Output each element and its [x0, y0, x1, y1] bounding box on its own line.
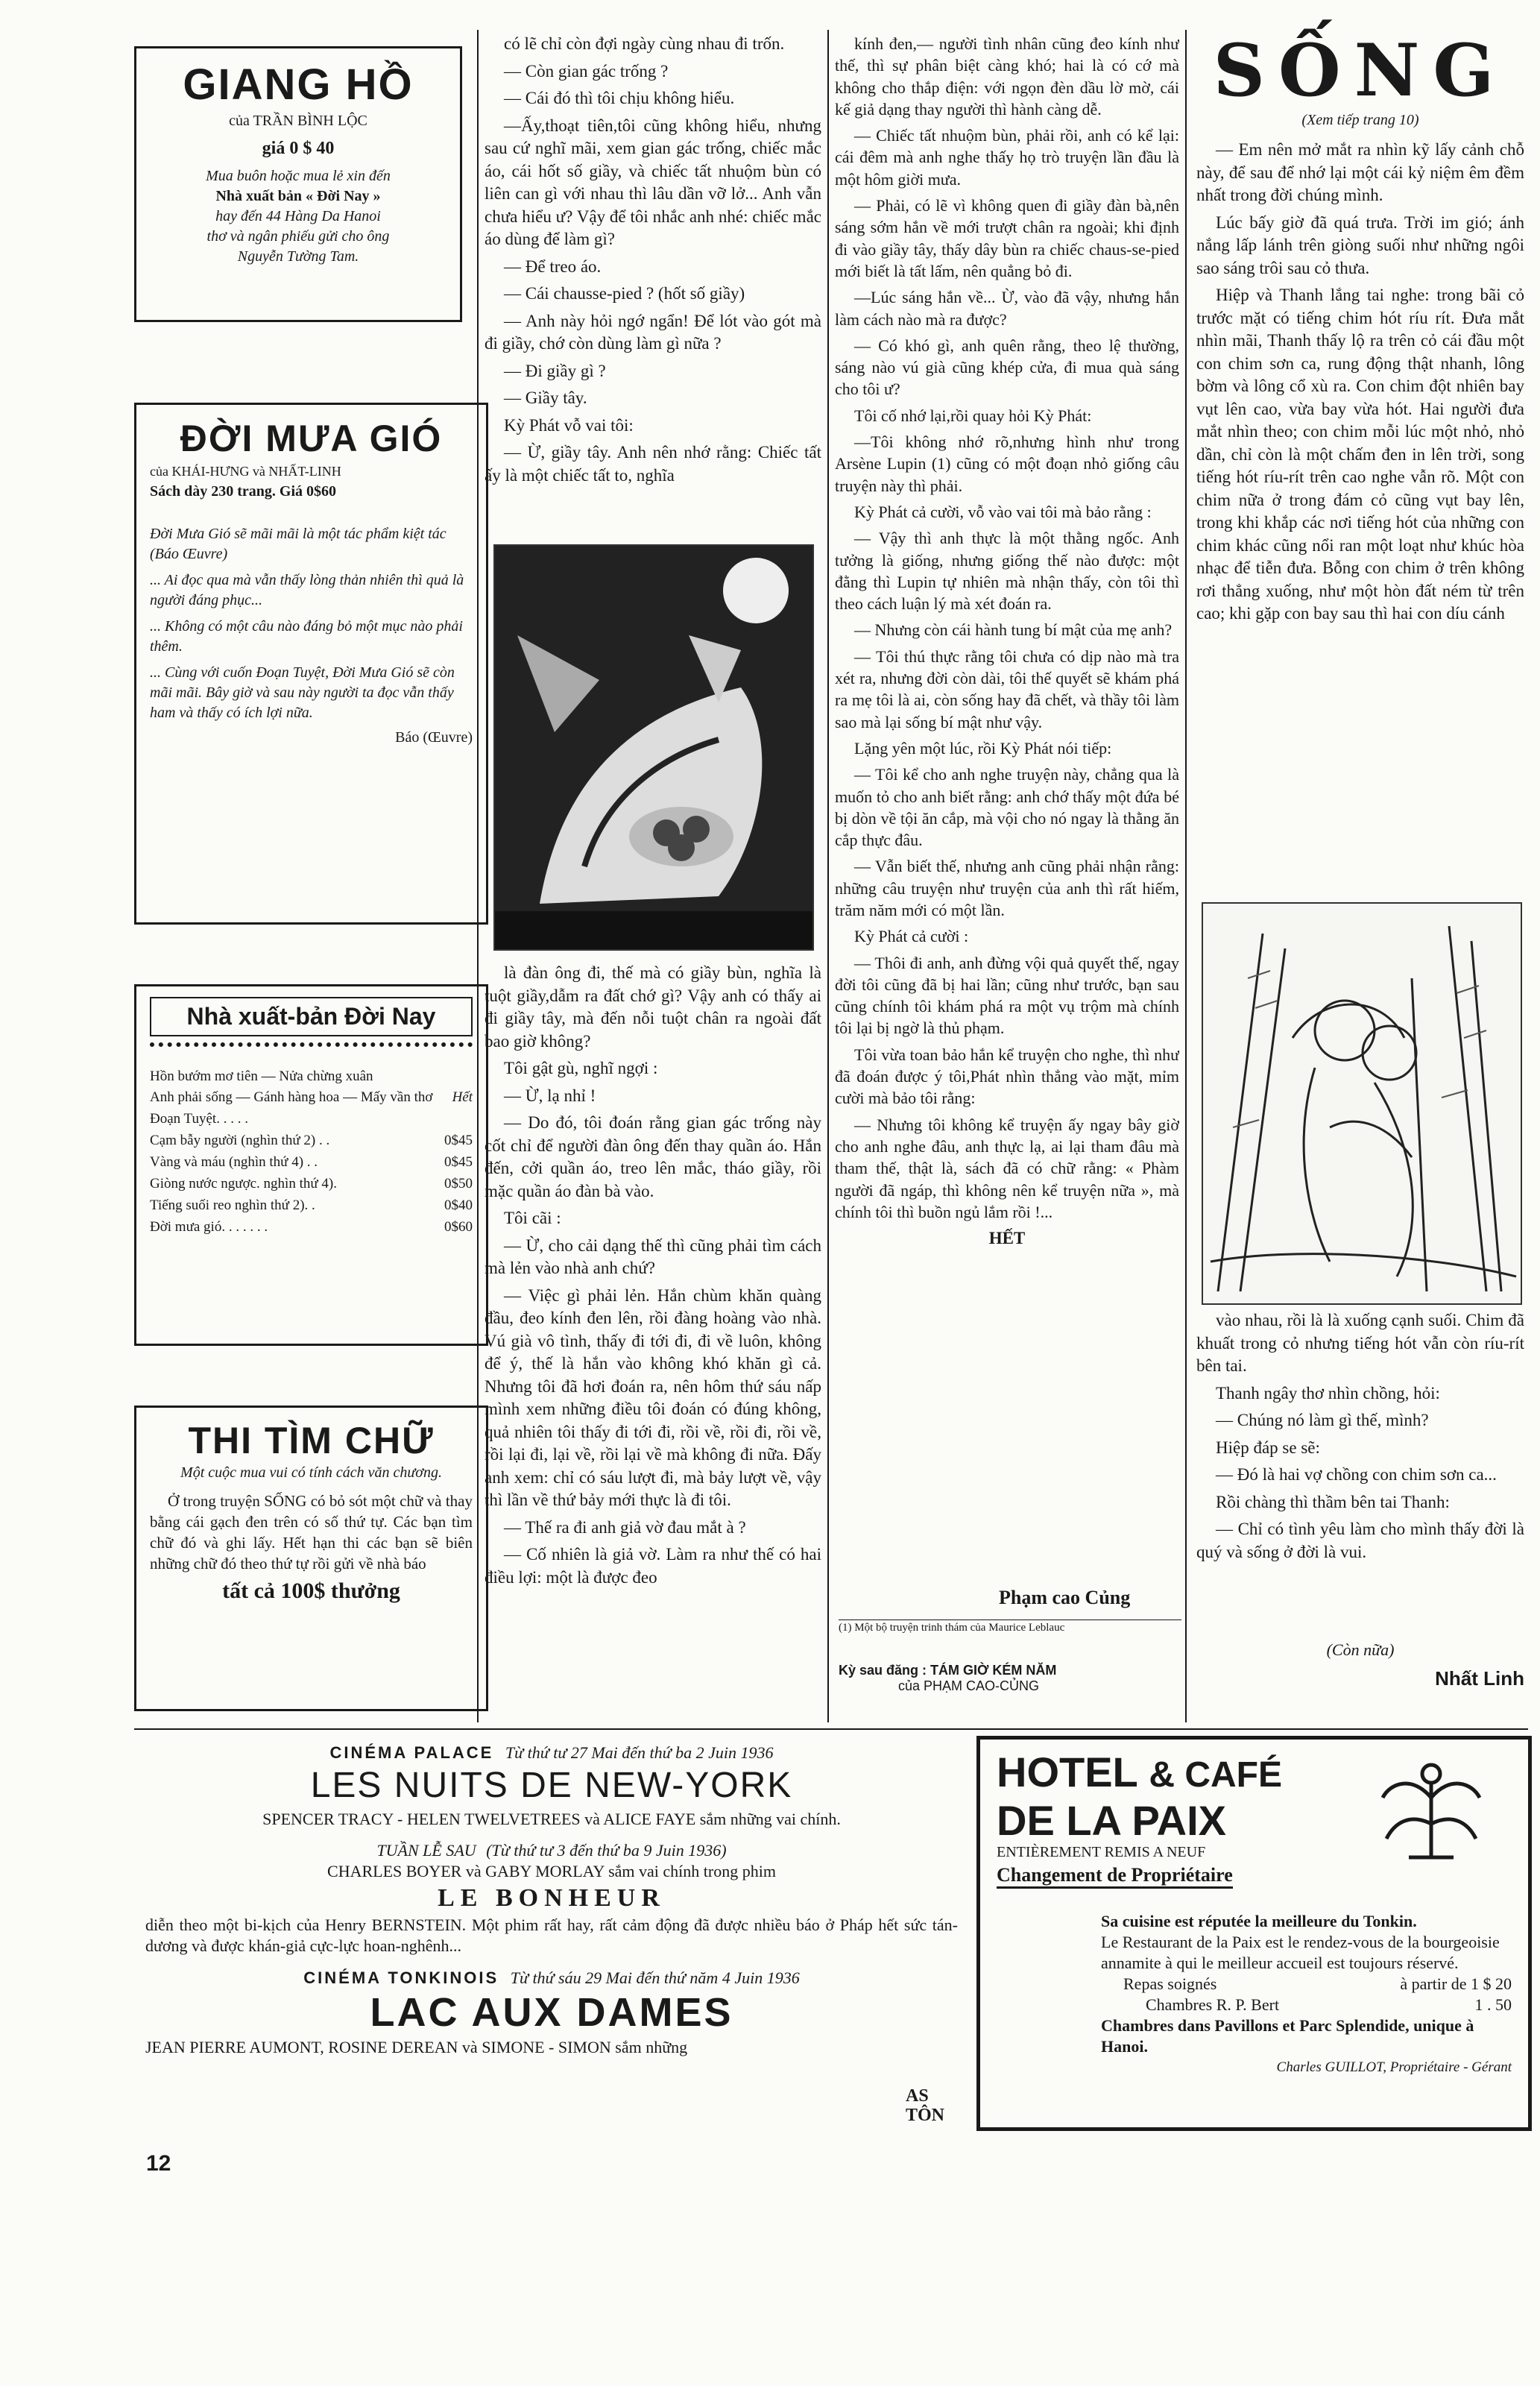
list-item	[150, 1194, 473, 1216]
paragraph: — Việc gì phải lẻn. Hắn chùm khăn quàng đầu, đeo kính đen lên, rồi đàng hoàng vào nhà. Vú già vô tình, thấy đi tới đi, đi về luôn, không để ý, thế là hắn vào không khó khăn gì cả. Nhưng tôi đã hơi đoán ra, nên hôm thứ sáu nấp mình xem những điều tôi đoán có đúng không, quả nhiên tôi thấy đi tới đi, rồi về, rồi đi, rồi về, rồi lại đi, lại về, rồi lại về mà không đi nữa. Đấy anh xem: chỉ có sáu lượt đi, mà bảy lượt về, vậy thì lần về thứ bảy mới thực là đi tôi.	[485, 1285, 821, 1509]
list-item	[150, 1173, 473, 1194]
cinema-stamp: AS TÔN	[906, 2086, 945, 2125]
song-column-top	[1196, 139, 1524, 899]
ad-doi-nay-divider	[150, 1042, 473, 1053]
paragraph: — Do đó, tôi đoán rằng gian gác trống này cốt chỉ để người đàn ông đến thay quần áo. Hắn đến, cởi quần áo, treo lên mắc, tháo giầy, rồi mặc quần áo đàn bà vào.	[485, 1113, 821, 1200]
paragraph: Kỳ Phát cả cười, vỗ vào vai tôi mà bảo rằng :	[854, 502, 1152, 521]
paragraph: — Tôi thú thực rằng tôi chưa có dịp nào mà tra xét ra, nhưng đời còn dài, tôi thế quyết sẽ khám phá ra mẹ tôi là ai, còn sống hay đã chết, và thầy tôi làm sao mà lại sống bí mật như vậy.	[835, 646, 1179, 731]
ad-giang-ho-line5: Nguyễn Tường Tam.	[237, 248, 359, 265]
cinema-palace-header	[138, 1743, 965, 1763]
list-item	[150, 1216, 473, 1238]
cinema-palace-cast: SPENCER TRACY - HELEN TWELVETREES và ALICE FAYE sắm những vai chính.	[262, 1810, 841, 1828]
song-more: (Còn nữa)	[1326, 1640, 1395, 1659]
paragraph: — Tôi kể cho anh nghe truyện này, chẳng qua là muốn tỏ cho anh biết rằng: anh chớ thấy một đứa bé bị dòn về tội ăn cắp, mà vội cho nó ngay là thằng ăn cắp thực đâu.	[835, 765, 1179, 850]
paragraph: Tôi gật gù, nghĩ ngợi :	[504, 1059, 658, 1077]
hotel-pavillons: Chambres dans Pavillons et Parc Splendide, unique à Hanoi.	[1101, 2016, 1474, 2056]
cinema-ads	[138, 1743, 965, 2161]
hotel-repas: Repas soignés	[1123, 1974, 1217, 1993]
hotel-title-1: HOTEL	[997, 1748, 1137, 1795]
cinema-tonkinois-film: LAC AUX DAMES	[370, 1990, 733, 2035]
paragraph: kính đen,— người tình nhân cũng đeo kính như thế, thì sự phân biệt càng khó; hai là có cớ mà không cho thắp điện: với ngọn đèn dầu lờ mờ, cái kế giả dạng thay người thì hành càng dễ.	[835, 34, 1179, 119]
paragraph: —Lúc sáng hắn về... Ừ, vào đã vậy, nhưng hắn làm cách nào mà ra được?	[835, 288, 1179, 329]
cinema-tonkinois-header	[138, 1968, 965, 1988]
paragraph: — Anh này hỏi ngớ ngẩn! Để lót vào gót mà đi giầy, chớ còn dùng làm gì nữa ?	[485, 311, 821, 353]
ad-giang-ho-line3: hay đến 44 Hàng Da Hanoi	[215, 208, 381, 224]
hotel-chambres: Chambres R. P. Bert	[1146, 1995, 1280, 2014]
paragraph: — Phải, có lẽ vì không quen đi giầy đàn bà,nên sáng sớm hắn về mới trượt chân ra ngoài; khi định đi vào giầy tây, thấy dây bùn ra chiếc chaus-se-pied mới biết là tất lấm, nên quẳng bỏ đi.	[835, 196, 1179, 280]
ad-doi-mua-gio-q3: ... Không có một câu nào đáng bỏ một mục nào phải thêm.	[150, 618, 463, 655]
paragraph: Kỳ Phát vỗ vai tôi:	[504, 415, 634, 435]
song-column-bottom	[1196, 1309, 1524, 1645]
ad-doi-mua-gio	[134, 403, 488, 925]
paragraph: Hiệp và Thanh lắng tai nghe: trong bãi cỏ trước mặt có tiếng chim hót ríu rít. Đưa mắt nhìn mãi, Thanh thấy lộ ra trên cỏ cái đầu một con chim sơn ca, rung động thật nhanh, lông bờm và lông cổ xù ra. Con chim đột nhiên bay vụt lên cao, vừa bay vừa hót. Hai người đưa mắt nhìn theo; con chim mỗi lúc một nhỏ, nhỏ dần, chỉ còn là một chấm đen in lên trời, song tiếng hót ríu-rít trên cao nghe vẫn rõ. Một con chim nữa ở trong đám cỏ cũng vụt bay lên, trong khi khắp các nơi tiếng hót của những con chim khác cũng nổi ran một loạt như khúc hòa nhạc để tiễn đưa. Bỗng con chim ở trên không rơi thẳng xuống, như một hòn đất ném từ trên cao; khi gặp con bay sau thì hai con díu cánh	[1196, 286, 1524, 623]
ad-doi-nay-title: Nhà xuất-bản Đời Nay	[150, 997, 473, 1036]
book-label: Đời mưa gió. . . . . . .	[150, 1219, 268, 1235]
ad-giang-ho-title: GIANG HỒ	[183, 60, 414, 109]
paragraph: — Vậy thì anh thực là một thằng ngốc. Anh tưởng là giống, nhưng giống thế nào được: một đằng thì Lupin tự nhiên mà nhận thấy, còn tôi thì theo cách luận lý mà xét đoán ra.	[835, 529, 1179, 614]
ad-hotel	[976, 1736, 1532, 2131]
hotel-body	[997, 1911, 1512, 2078]
paragraph: — Ừ, giầy tây. Anh nên nhớ rằng: Chiếc tất ấy là một chiếc tất to, nghĩa	[485, 443, 821, 485]
book-price: 0$45	[444, 1154, 473, 1170]
hotel-title-2: DE LA PAIX	[997, 1797, 1227, 1844]
cinema-next-week	[138, 1840, 965, 1861]
cinema-palace-dates: Từ thứ tư 27 Mai đến thứ ba 2 Juin 1936	[505, 1743, 774, 1762]
paragraph: — Cái đó thì tôi chịu không hiểu.	[504, 89, 735, 107]
paragraph: — Giầy tây.	[504, 388, 587, 407]
paragraph: Rồi chàng thì thầm bên tai Thanh:	[1216, 1492, 1450, 1511]
couple-sketch-image	[1203, 904, 1522, 1305]
paragraph: là đàn ông đi, thế mà có giầy bùn, nghĩa là tuột giầy,dẫm ra đất chớ gì? Vậy anh có thấy ai đi giầy tây, mà đến nỗi tuột chân ra ngoài đất bao giờ không?	[485, 963, 821, 1051]
ad-doi-mua-gio-info: Sách dày 230 trang. Giá 0$60	[150, 483, 337, 500]
cinema-tonkinois-dates: Từ thứ sáu 29 Mai đến thứ năm 4 Juin 1936	[510, 1968, 800, 1987]
ad-giang-ho-author: của TRẦN BÌNH LỘC	[229, 113, 367, 129]
story-end-marker: HẾT	[988, 1229, 1026, 1248]
hotel-repas-row	[1101, 1974, 1512, 1995]
story-author: Phạm cao Củng	[999, 1587, 1131, 1608]
section-divider	[134, 1728, 1528, 1730]
paragraph: —Tôi không nhớ rõ,nhưng hình như trong Arsène Lupin (1) cũng có một đoạn nhỏ giống câu truyện này thì phải.	[835, 432, 1179, 495]
paragraph: — Đó là hai vợ chồng con chim sơn ca...	[1216, 1465, 1497, 1484]
paragraph: Lặng yên một lúc, rồi Kỳ Phát nói tiếp:	[854, 738, 1112, 758]
hotel-owner: Charles GUILLOT, Propriétaire - Gérant	[1276, 2059, 1512, 2075]
ad-thi-tim-chu	[134, 1406, 488, 1711]
ad-thi-tim-chu-subtitle: Một cuộc mua vui có tính cách văn chương.	[180, 1464, 442, 1481]
paragraph: — Còn gian gác trống ?	[504, 61, 669, 81]
list-item	[150, 1130, 473, 1151]
ad-giang-ho-line1: Mua buôn hoặc mua lẻ xin đến	[206, 168, 391, 184]
ad-doi-nay-line2-row	[150, 1086, 473, 1130]
paragraph: Hiệp đáp se sẽ:	[1216, 1438, 1320, 1457]
cinema-palace-film: LES NUITS DE NEW-YORK	[310, 1766, 793, 1805]
paragraph: — Có khó gì, anh quên rằng, theo lệ thường, sáng nào vú già cũng khép cửa, đi mua quà sáng cho tôi ư?	[835, 336, 1179, 399]
song-author: Nhất Linh	[1435, 1667, 1524, 1690]
book-price: 0$45	[444, 1133, 473, 1148]
book-label: Cạm bẫy người (nghìn thứ 2) . .	[150, 1133, 330, 1148]
paragraph: Thanh ngây thơ nhìn chồng, hỏi:	[1216, 1383, 1440, 1403]
hotel-change: Changement de Propriétaire	[997, 1864, 1233, 1889]
ad-doi-nay-line1: Hồn bướm mơ tiên — Nửa chừng xuân	[150, 1068, 373, 1084]
hotel-body-2: Le Restaurant de la Paix est le rendez-vous de la bourgeoisie annamite à qui le meilleur accueil est toujours réservé.	[1101, 1933, 1500, 1972]
paragraph: — Chiếc tất nhuộm bùn, phải rồi, anh có kể lại: cái đêm mà anh nghe thấy họ trò truyện lần đầu là một hôm giời mưa.	[835, 126, 1179, 189]
paragraph: — Cố nhiên là giả vờ. Làm ra như thế có hai điều lợi: một là được đeo	[485, 1545, 821, 1587]
ad-giang-ho	[134, 46, 462, 322]
column-rule	[1185, 30, 1187, 1722]
flower-ornament-icon	[1368, 1753, 1495, 1865]
paragraph: có lẽ chỉ còn đợi ngày cùng nhau đi trốn.	[504, 34, 785, 53]
ad-thi-tim-chu-body: Ở trong truyện SỐNG có bỏ sót một chữ và thay bằng cái gạch đen trên có số thứ tự. Các bạn tìm chữ đó và ghi lấy. Hết hạn thi các bạn sẽ biên những chữ đó theo thứ tự rồi gửi về nhà báo	[150, 1492, 473, 1573]
paragraph: Tôi cố nhớ lại,rồi quay hỏi Kỳ Phát:	[854, 406, 1092, 425]
hotel-renew: ENTIÈREMENT REMIS A NEUF	[997, 1844, 1206, 1860]
paragraph: — Chỉ có tình yêu làm cho mình thấy đời là quý và sống ở đời là vui.	[1196, 1520, 1524, 1561]
book-label: Tiếng suối reo nghìn thứ 2). .	[150, 1197, 315, 1213]
paragraph: — Cái chausse-pied ? (hốt số giầy)	[504, 284, 745, 303]
hotel-body-1: Sa cuisine est réputée la meilleure du Tonkin.	[1101, 1912, 1417, 1930]
ad-doi-nay-line2-status: Hết	[452, 1089, 473, 1105]
book-label: Giòng nước ngược. nghìn thứ 4).	[150, 1176, 337, 1192]
ad-giang-ho-line4: thơ và ngân phiếu gửi cho ông	[206, 228, 390, 245]
song-title: SỐNG	[1213, 28, 1508, 113]
ad-giang-ho-line2: Nhà xuất bản « Đời Nay »	[215, 188, 381, 204]
paragraph: — Ừ, lạ nhỉ !	[504, 1086, 596, 1105]
paragraph: — Em nên mở mắt ra nhìn kỹ lấy cảnh chỗ này, để sau để nhớ lại một cái kỷ niệm êm đềm nhất trong đời chúng mình.	[1196, 140, 1524, 204]
story-column-1-top	[485, 33, 821, 525]
paragraph: Tôi vừa toan bảo hắn kể truyện cho nghe, thì như đã đoán được ý tôi,Phát nhìn thẳng vào mặt, mỉm cười mà bảo tôi rằng:	[835, 1045, 1179, 1108]
ad-doi-nay-line2: Anh phải sống — Gánh hàng hoa — Mấy vần thơ Đoạn Tuyệt. . . . .	[150, 1089, 433, 1127]
story-column-2	[835, 33, 1179, 1569]
paragraph: — Chúng nó làm gì thế, mình?	[1216, 1411, 1429, 1429]
book-price: 0$40	[444, 1197, 473, 1213]
paragraph: Tôi cãi :	[504, 1209, 561, 1227]
story-next-issue	[839, 1663, 1181, 1694]
page-number: 12	[146, 2151, 171, 2176]
book-price: 0$50	[444, 1176, 473, 1192]
ad-giang-ho-price: giá 0 $ 40	[262, 139, 335, 158]
book-label: Vàng và máu (nghìn thứ 4) . .	[150, 1154, 318, 1170]
paragraph: — Thế ra đi anh giả vờ đau mắt à ?	[504, 1517, 746, 1537]
ad-doi-mua-gio-title: ĐỜI MƯA GIÓ	[180, 418, 443, 459]
book-price: 0$60	[444, 1219, 473, 1235]
paragraph: Kỳ Phát cả cười :	[854, 927, 969, 946]
story-illustration	[493, 544, 814, 951]
ad-doi-mua-gio-author: của KHÁI-HƯNG và NHẤT-LINH	[150, 464, 341, 479]
paragraph: —Ấy,thoạt tiên,tôi cũng không hiểu, nhưng sau cứ nghĩ mãi, xem gian gác trống, chiếc mắc áo, cái hốt số giầy, và chiếc tất nhuộm bùn có liên can gì với nhau thì lâu dần vỡ lở... Anh vẫn chưa hiểu ư? Vậy để tôi nhắc anh nhé: chiếc mắc áo dùng để làm gì?	[485, 116, 821, 248]
paragraph: — Nhưng còn cái hành tung bí mật của mẹ anh?	[854, 620, 1173, 640]
cinema-next-film: LE BONHEUR	[438, 1884, 666, 1912]
woodcut-figure-image	[495, 546, 814, 951]
next-issue-author: của PHẠM CAO-CỦNG	[898, 1678, 1040, 1693]
cinema-tonkinois-name: CINÉMA TONKINOIS	[303, 1968, 499, 1987]
list-item	[150, 1151, 473, 1173]
cinema-next-week-label: TUẦN LỄ SAU	[376, 1841, 476, 1860]
paragraph: Lúc bấy giờ đã quá trưa. Trời im gió; ánh nắng lấp lánh trên giòng suối như những ngôi sao sáng trôi sau cỏ thưa.	[1196, 213, 1524, 277]
paragraph: — Đi giầy gì ?	[504, 361, 606, 380]
cinema-next-week-dates: (Từ thứ tư 3 đến thứ ba 9 Juin 1936)	[486, 1841, 727, 1860]
cinema-next-cast: CHARLES BOYER và GABY MORLAY sắm vai chính trong phim	[327, 1862, 776, 1880]
cinema-next-desc: diễn theo một bi-kịch của Henry BERNSTEIN. Một phim rất hay, rất cảm động đã được nhiều báo ở Pháp hết sức tán-dương và được khán-giả cực-lực hoan-nghênh...	[145, 1916, 958, 1955]
paragraph: vào nhau, rồi là là xuống cạnh suối. Chim đã khuất trong cỏ nhưng tiếng hót vẫn còn ríu-rít bên tai.	[1196, 1311, 1524, 1375]
ad-doi-mua-gio-q2: ... Ai đọc qua mà vẫn thấy lòng thản nhiên thì quả là người đáng phục...	[150, 572, 464, 608]
ad-doi-nay	[134, 984, 488, 1346]
ad-thi-tim-chu-title: THI TÌM CHỮ	[188, 1420, 435, 1461]
ad-doi-mua-gio-q4: ... Cùng với cuốn Đoạn Tuyệt, Đời Mưa Gió sẽ còn mãi mãi. Bây giờ và sau này người ta đọc vẫn thấy ham và thấy có ích lợi nữa.	[150, 664, 455, 721]
column-rule	[477, 30, 479, 1722]
song-continued: (Xem tiếp trang 10)	[1301, 112, 1419, 128]
ad-thi-tim-chu-prize: tất cả 100$ thưởng	[222, 1578, 400, 1603]
ad-doi-mua-gio-q1: Đời Mưa Gió sẽ mãi mãi là một tác phẩm kiệt tác (Báo Œuvre)	[150, 526, 446, 562]
paragraph: — Ừ, cho cải dạng thế thì cũng phải tìm cách mà lẻn vào nhà anh chứ?	[485, 1236, 821, 1277]
hotel-chambres-price: 1 . 50	[1474, 1995, 1512, 2014]
column-rule	[827, 30, 829, 1722]
next-issue-title: Kỳ sau đăng : TÁM GIỜ KÉM NĂM	[839, 1663, 1057, 1678]
story-footnote: (1) Một bộ truyện trinh thám của Maurice Leblauc	[839, 1619, 1181, 1634]
paragraph: — Thôi đi anh, anh đừng vội quả quyết thế, ngay đời tôi cũng đã bị hai lần; cũng như trước, bạn sau cũng chính tôi khám phá ra một vụ trộm mà chính tôi lại bị ngờ là thủ phạm.	[835, 953, 1179, 1038]
paragraph: — Để treo áo.	[504, 256, 602, 276]
paragraph: — Nhưng tôi không kể truyện ấy ngay bây giờ cho anh nghe đâu, anh thực lạ, ai lại tham đâu mà tham thế, thật là, sách đã có chữ rằng: « Phàm người đã ngáp, thì không nên kể truyện nữa », mà chính tôi thì buồn ngủ lắm rồi !...	[835, 1115, 1179, 1221]
hotel-repas-price: à partir de 1 $ 20	[1400, 1974, 1512, 1993]
hotel-chambres-row	[1101, 1995, 1512, 2015]
cinema-palace-name: CINÉMA PALACE	[329, 1743, 494, 1762]
hotel-title-amp: & CAFÉ	[1149, 1755, 1282, 1795]
paragraph: — Vẫn biết thế, nhưng anh cũng phải nhận rằng: những câu truyện như truyện của anh thì rất hiếm, trăm năm mới có một lần.	[835, 857, 1179, 919]
ad-doi-mua-gio-source: Báo (Œuvre)	[395, 729, 473, 746]
song-illustration	[1202, 902, 1522, 1305]
story-column-1-bottom	[485, 962, 821, 1707]
cinema-tonkinois-cast: JEAN PIERRE AUMONT, ROSINE DEREAN và SIMONE - SIMON sắm những	[145, 2038, 688, 2056]
